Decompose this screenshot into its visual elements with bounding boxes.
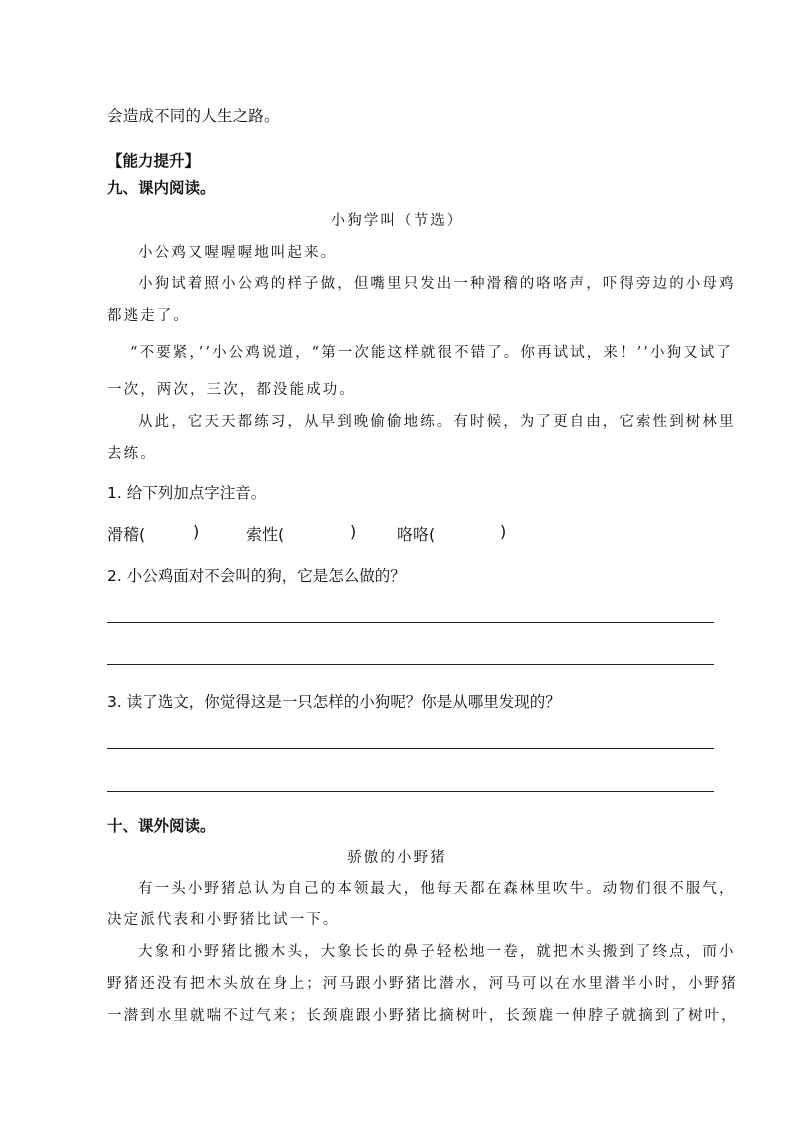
intro-line: 会造成不同的人生之路。 [107,107,280,125]
answer-line[interactable] [107,748,714,749]
answer-line[interactable] [107,622,714,623]
part10-paragraph-1: 有一头小野猪总认为自己的本领最大，他每天都在森林里吹牛。动物们很不服气， [138,881,736,897]
blank-word-3: 咯咯( [397,525,436,544]
blank-close-3: ) [500,522,507,541]
blank-close-2: ) [350,522,357,541]
part9-paragraph-2-cont: 都逃走了。 [107,308,190,324]
part10-paragraph-2: 大象和小野猪比搬木头，大象长长的鼻子轻松地一卷，就把木头搬到了终点，而小 [138,944,736,960]
question-1: 1. 给下列加点字注音。 [107,484,267,502]
section-label-ability: 【能力提升】 [107,152,201,170]
part10-paragraph-2-cont-2: 一潜到水里就喘不过气来；长颈鹿跟小野猪比摘树叶，长颈鹿一伸脖子就摘到了树叶， [107,1008,738,1024]
part10-heading: 十、课外阅读。 [107,817,216,835]
part9-paragraph-3-cont: 一次，两次，三次，都没能成功。 [107,382,356,398]
part10-paragraph-2-cont: 野猪还没有把木头放在身上；河马跟小野猪比潜水，河马可以在水里潜半小时，小野猪 [107,976,738,992]
part9-paragraph-4-cont: 去练。 [107,446,157,462]
part9-heading: 九、课内阅读。 [107,179,216,197]
blank-word-1: 滑稽( [107,525,146,544]
part9-paragraph-2: 小狗试着照小公鸡的样子做，但嘴里只发出一种滑稽的咯咯声，吓得旁边的小母鸡 [138,276,736,292]
part9-paragraph-4: 从此，它天天都练习，从早到晚偷偷地练。有时候，为了更自由，它索性到树林里 [138,414,736,430]
question-3: 3. 读了选文，你觉得这是一只怎样的小狗呢？你是从哪里发现的？ [107,693,561,711]
part10-paragraph-1-cont: 决定派代表和小野猪比试一下。 [107,912,340,928]
question-2: 2. 小公鸡面对不会叫的狗，它是怎么做的？ [107,567,406,585]
part9-passage-title: 小狗学叫（节选） [330,213,464,229]
answer-line[interactable] [107,791,714,792]
blank-word-2: 索性( [246,525,285,544]
blank-close-1: ) [193,522,200,541]
part9-paragraph-3: “不要紧，’’小公鸡说道，“第一次能这样就很不错了。你再试试，来！’’小狗又试了 [130,345,734,361]
part9-paragraph-1: 小公鸡又喔喔喔地叫起来。 [138,245,338,261]
part10-passage-title: 骄傲的小野猪 [347,850,447,866]
answer-line[interactable] [107,664,714,665]
